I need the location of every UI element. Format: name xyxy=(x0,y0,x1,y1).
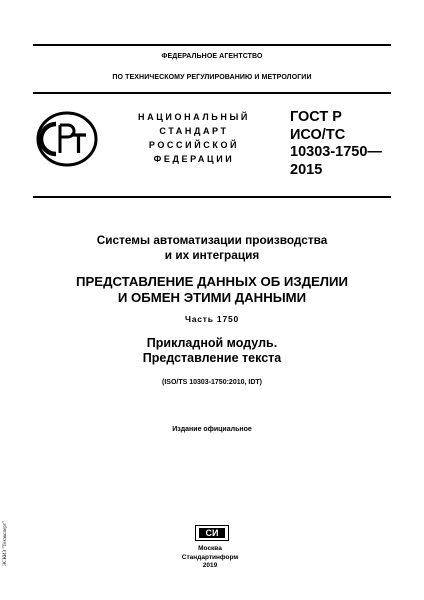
part-number: Часть 1750 xyxy=(184,314,240,324)
standard-type-line-1: НАЦИОНАЛЬНЫЙ xyxy=(138,112,250,122)
publisher-city: Москва xyxy=(198,545,222,552)
standard-type-line-3: РОССИЙСКОЙ xyxy=(148,140,240,150)
designation-line-4: 2015 xyxy=(290,161,323,178)
module-title-line-2: Представление текста xyxy=(142,351,282,365)
main-title xyxy=(0,274,424,306)
series-title xyxy=(0,233,424,263)
designation-rule xyxy=(33,196,391,198)
series-title-line-1: Системы автоматизации производства xyxy=(96,233,328,247)
iso-reference: (ISO/TS 10303-1750:2010, IDT) xyxy=(162,379,262,386)
standard-type-line-2: СТАНДАРТ xyxy=(159,126,229,136)
designation-line-2: ИСО/ТС xyxy=(290,126,346,143)
publisher-logo xyxy=(195,525,229,541)
module-title xyxy=(0,336,424,366)
publisher-year: 2019 xyxy=(202,562,218,569)
header-rule xyxy=(33,92,391,94)
edition-label: Издание официальное xyxy=(172,426,252,433)
series-title-line-2: и их интеграция xyxy=(164,248,260,262)
standard-type-line-4: ФЕДЕРАЦИИ xyxy=(153,154,235,164)
standard-type-block xyxy=(108,110,280,166)
main-title-line-1: ПРЕДСТАВЛЕНИЕ ДАННЫХ ОБ ИЗДЕЛИИ xyxy=(76,274,348,289)
top-rule xyxy=(33,44,391,46)
publisher-logo-text: СИ xyxy=(205,528,219,539)
designation-line-1: ГОСТ Р xyxy=(290,109,342,125)
module-title-line-1: Прикладной модуль. xyxy=(146,336,278,350)
designation-block xyxy=(290,109,400,179)
publisher-block xyxy=(150,545,270,571)
side-watermark: ЭСКИЗ "Техэксперт" xyxy=(3,520,8,566)
publisher-logo-icon xyxy=(198,527,226,539)
agency-line-2: ПО ТЕХНИЧЕСКОМУ РЕГУЛИРОВАНИЮ И МЕТРОЛОГИИ xyxy=(112,74,312,81)
rst-logo-icon xyxy=(35,110,99,168)
main-title-line-2: И ОБМЕН ЭТИМИ ДАННЫМИ xyxy=(117,290,307,305)
publisher-name: Стандартинформ xyxy=(181,553,239,561)
designation-line-3: 10303-1750— xyxy=(290,144,382,160)
agency-line-1: ФЕДЕРАЛЬНОЕ АГЕНТСТВО xyxy=(161,53,263,60)
